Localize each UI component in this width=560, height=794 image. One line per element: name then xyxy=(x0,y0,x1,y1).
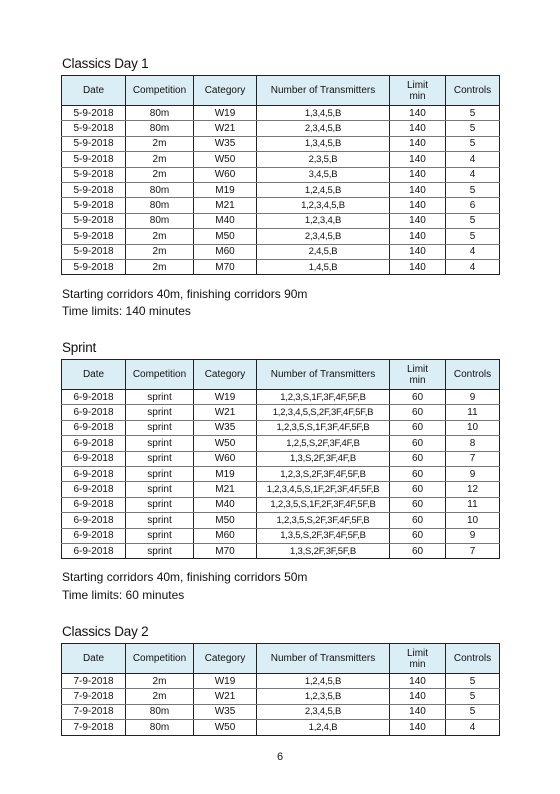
cell-category: M50 xyxy=(194,513,257,528)
cell-date: 5-9-2018 xyxy=(62,121,126,136)
cell-controls: 5 xyxy=(446,674,500,689)
column-header-controls: Controls xyxy=(446,644,500,674)
cell-controls: 7 xyxy=(446,543,500,558)
table-body xyxy=(62,106,500,275)
table-row xyxy=(62,528,500,543)
cell-date: 6-9-2018 xyxy=(62,543,126,558)
table-row xyxy=(62,466,500,481)
column-header-date: Date xyxy=(62,76,126,106)
cell-category: M60 xyxy=(194,244,257,259)
cell-transmitters: 2,4,5,B xyxy=(257,244,390,259)
cell-category: M40 xyxy=(194,497,257,512)
column-header-competition: Competition xyxy=(126,76,194,106)
results-table-classics-day-1 xyxy=(61,75,500,275)
note-corridors-classics-day-1: Starting corridors 40m, finishing corridors 90m xyxy=(62,287,308,301)
cell-competition: 80m xyxy=(126,704,194,719)
cell-competition: sprint xyxy=(126,405,194,420)
table-row xyxy=(62,121,500,136)
cell-competition: 2m xyxy=(126,152,194,167)
cell-date: 6-9-2018 xyxy=(62,390,126,405)
cell-limit: 60 xyxy=(390,497,446,512)
table-row xyxy=(62,436,500,451)
cell-competition: 80m xyxy=(126,121,194,136)
column-header-competition: Competition xyxy=(126,360,194,390)
cell-transmitters: 1,2,3,5,S,2F,3F,4F,5F,B xyxy=(257,513,390,528)
table-row xyxy=(62,674,500,689)
table-row xyxy=(62,259,500,274)
cell-limit: 140 xyxy=(390,121,446,136)
cell-limit: 140 xyxy=(390,720,446,735)
cell-limit: 140 xyxy=(390,152,446,167)
cell-category: W21 xyxy=(194,689,257,704)
cell-date: 6-9-2018 xyxy=(62,513,126,528)
table-row xyxy=(62,106,500,121)
cell-date: 6-9-2018 xyxy=(62,482,126,497)
cell-controls: 9 xyxy=(446,528,500,543)
cell-date: 7-9-2018 xyxy=(62,689,126,704)
cell-competition: 2m xyxy=(126,244,194,259)
cell-transmitters: 1,2,3,4,B xyxy=(257,213,390,228)
column-header-limit xyxy=(390,644,446,674)
cell-transmitters: 1,3,5,S,2F,3F,4F,5F,B xyxy=(257,528,390,543)
cell-transmitters: 1,3,4,5,B xyxy=(257,136,390,151)
cell-date: 7-9-2018 xyxy=(62,704,126,719)
cell-date: 5-9-2018 xyxy=(62,259,126,274)
column-header-category: Category xyxy=(194,360,257,390)
cell-controls: 11 xyxy=(446,497,500,512)
cell-category: W35 xyxy=(194,704,257,719)
cell-category: W60 xyxy=(194,451,257,466)
cell-limit: 140 xyxy=(390,229,446,244)
cell-controls: 5 xyxy=(446,689,500,704)
cell-controls: 8 xyxy=(446,436,500,451)
cell-controls: 5 xyxy=(446,229,500,244)
cell-limit: 140 xyxy=(390,167,446,182)
cell-limit: 140 xyxy=(390,674,446,689)
cell-category: M19 xyxy=(194,182,257,197)
table-row xyxy=(62,405,500,420)
cell-competition: sprint xyxy=(126,390,194,405)
table-body xyxy=(62,674,500,736)
cell-controls: 5 xyxy=(446,136,500,151)
cell-limit: 60 xyxy=(390,390,446,405)
cell-date: 6-9-2018 xyxy=(62,528,126,543)
cell-limit: 140 xyxy=(390,259,446,274)
cell-transmitters: 2,3,4,5,B xyxy=(257,704,390,719)
table-row xyxy=(62,420,500,435)
limit-label: Limit xyxy=(406,647,429,659)
cell-controls: 5 xyxy=(446,213,500,228)
cell-category: M50 xyxy=(194,229,257,244)
cell-category: W50 xyxy=(194,720,257,735)
cell-category: M70 xyxy=(194,259,257,274)
cell-controls: 6 xyxy=(446,198,500,213)
cell-controls: 11 xyxy=(446,405,500,420)
cell-date: 5-9-2018 xyxy=(62,244,126,259)
cell-limit: 60 xyxy=(390,420,446,435)
cell-competition: 80m xyxy=(126,106,194,121)
table-row xyxy=(62,198,500,213)
column-header-date: Date xyxy=(62,360,126,390)
column-header-limit xyxy=(390,360,446,390)
column-header-controls: Controls xyxy=(446,76,500,106)
table-header-row xyxy=(62,644,500,674)
cell-limit: 60 xyxy=(390,451,446,466)
cell-competition: 2m xyxy=(126,229,194,244)
cell-controls: 10 xyxy=(446,513,500,528)
cell-controls: 5 xyxy=(446,704,500,719)
cell-category: W21 xyxy=(194,405,257,420)
cell-controls: 5 xyxy=(446,121,500,136)
table-row xyxy=(62,704,500,719)
cell-date: 6-9-2018 xyxy=(62,497,126,512)
cell-date: 6-9-2018 xyxy=(62,436,126,451)
cell-date: 5-9-2018 xyxy=(62,213,126,228)
cell-transmitters: 1,2,4,5,B xyxy=(257,182,390,197)
cell-date: 6-9-2018 xyxy=(62,466,126,481)
cell-limit: 60 xyxy=(390,543,446,558)
cell-competition: 80m xyxy=(126,213,194,228)
column-header-transmitters: Number of Transmitters xyxy=(257,360,390,390)
cell-limit: 60 xyxy=(390,528,446,543)
cell-transmitters: 1,2,3,5,S,1F,2F,3F,4F,5F,B xyxy=(257,497,390,512)
cell-date: 5-9-2018 xyxy=(62,167,126,182)
table-header-row xyxy=(62,360,500,390)
cell-competition: sprint xyxy=(126,482,194,497)
cell-controls: 5 xyxy=(446,106,500,121)
cell-limit: 140 xyxy=(390,182,446,197)
cell-limit: 140 xyxy=(390,136,446,151)
cell-transmitters: 1,2,4,5,B xyxy=(257,674,390,689)
cell-transmitters: 1,2,3,5,B xyxy=(257,689,390,704)
cell-limit: 140 xyxy=(390,704,446,719)
cell-competition: 2m xyxy=(126,689,194,704)
cell-competition: 2m xyxy=(126,674,194,689)
note-corridors-sprint: Starting corridors 40m, finishing corridors 50m xyxy=(62,570,308,584)
note-time-limits-classics-day-1: Time limits: 140 minutes xyxy=(62,304,191,318)
cell-transmitters: 1,2,3,4,5,B xyxy=(257,198,390,213)
section-title-sprint: Sprint xyxy=(62,340,97,355)
table-row xyxy=(62,229,500,244)
column-header-limit xyxy=(390,76,446,106)
cell-competition: sprint xyxy=(126,528,194,543)
cell-transmitters: 1,2,4,B xyxy=(257,720,390,735)
cell-controls: 12 xyxy=(446,482,500,497)
section-title-classics-day-2: Classics Day 2 xyxy=(62,624,149,639)
column-header-category: Category xyxy=(194,644,257,674)
cell-competition: 2m xyxy=(126,259,194,274)
cell-date: 6-9-2018 xyxy=(62,405,126,420)
column-header-controls: Controls xyxy=(446,360,500,390)
results-table-classics-day-2 xyxy=(61,643,500,736)
cell-transmitters: 1,2,3,4,5,S,2F,3F,4F,5F,B xyxy=(257,405,390,420)
cell-transmitters: 2,3,4,5,B xyxy=(257,121,390,136)
cell-limit: 60 xyxy=(390,405,446,420)
cell-date: 6-9-2018 xyxy=(62,451,126,466)
cell-competition: sprint xyxy=(126,436,194,451)
cell-competition: sprint xyxy=(126,497,194,512)
column-header-transmitters: Number of Transmitters xyxy=(257,644,390,674)
cell-competition: sprint xyxy=(126,543,194,558)
cell-category: M70 xyxy=(194,543,257,558)
note-time-limits-sprint: Time limits: 60 minutes xyxy=(62,588,185,602)
table-row xyxy=(62,497,500,512)
cell-competition: sprint xyxy=(126,451,194,466)
limit-label: Limit xyxy=(406,363,429,375)
cell-controls: 10 xyxy=(446,420,500,435)
table-row xyxy=(62,152,500,167)
cell-category: W50 xyxy=(194,152,257,167)
cell-controls: 4 xyxy=(446,244,500,259)
limit-unit-label: min xyxy=(409,90,426,102)
cell-category: W21 xyxy=(194,121,257,136)
cell-limit: 60 xyxy=(390,436,446,451)
table-header-row xyxy=(62,76,500,106)
cell-limit: 140 xyxy=(390,244,446,259)
cell-date: 5-9-2018 xyxy=(62,136,126,151)
limit-unit-label: min xyxy=(409,658,426,670)
table-row xyxy=(62,720,500,735)
cell-category: M19 xyxy=(194,466,257,481)
cell-category: W19 xyxy=(194,106,257,121)
cell-transmitters: 1,2,5,S,2F,3F,4F,B xyxy=(257,436,390,451)
cell-transmitters: 2,3,5,B xyxy=(257,152,390,167)
table-row xyxy=(62,543,500,558)
cell-transmitters: 1,2,3,S,1F,3F,4F,5F,B xyxy=(257,390,390,405)
cell-controls: 4 xyxy=(446,152,500,167)
cell-limit: 140 xyxy=(390,106,446,121)
cell-date: 7-9-2018 xyxy=(62,674,126,689)
cell-date: 5-9-2018 xyxy=(62,152,126,167)
cell-controls: 4 xyxy=(446,259,500,274)
cell-controls: 4 xyxy=(446,167,500,182)
cell-date: 5-9-2018 xyxy=(62,182,126,197)
cell-category: M40 xyxy=(194,213,257,228)
cell-transmitters: 3,4,5,B xyxy=(257,167,390,182)
cell-competition: sprint xyxy=(126,513,194,528)
cell-category: M21 xyxy=(194,482,257,497)
cell-category: M60 xyxy=(194,528,257,543)
cell-date: 7-9-2018 xyxy=(62,720,126,735)
cell-competition: 80m xyxy=(126,182,194,197)
table-row xyxy=(62,182,500,197)
page-number: 6 xyxy=(276,751,284,763)
cell-competition: sprint xyxy=(126,466,194,481)
table-row xyxy=(62,213,500,228)
cell-transmitters: 1,4,5,B xyxy=(257,259,390,274)
cell-limit: 60 xyxy=(390,482,446,497)
cell-transmitters: 1,2,3,S,2F,3F,4F,5F,B xyxy=(257,466,390,481)
table-row xyxy=(62,689,500,704)
cell-date: 5-9-2018 xyxy=(62,106,126,121)
cell-category: W50 xyxy=(194,436,257,451)
cell-category: W19 xyxy=(194,390,257,405)
cell-controls: 7 xyxy=(446,451,500,466)
section-title-classics-day-1: Classics Day 1 xyxy=(62,56,149,71)
column-header-transmitters: Number of Transmitters xyxy=(257,76,390,106)
cell-limit: 60 xyxy=(390,466,446,481)
table-row xyxy=(62,136,500,151)
cell-transmitters: 1,3,4,5,B xyxy=(257,106,390,121)
cell-transmitters: 1,3,S,2F,3F,5F,B xyxy=(257,543,390,558)
table-body xyxy=(62,390,500,559)
limit-label: Limit xyxy=(406,79,429,91)
cell-category: W35 xyxy=(194,420,257,435)
cell-competition: 2m xyxy=(126,136,194,151)
cell-competition: 80m xyxy=(126,720,194,735)
cell-limit: 140 xyxy=(390,198,446,213)
cell-competition: 2m xyxy=(126,167,194,182)
cell-controls: 5 xyxy=(446,182,500,197)
cell-limit: 140 xyxy=(390,213,446,228)
cell-transmitters: 2,3,4,5,B xyxy=(257,229,390,244)
table-row xyxy=(62,390,500,405)
cell-limit: 60 xyxy=(390,513,446,528)
table-row xyxy=(62,244,500,259)
cell-competition: sprint xyxy=(126,420,194,435)
cell-date: 6-9-2018 xyxy=(62,420,126,435)
table-row xyxy=(62,167,500,182)
cell-category: W35 xyxy=(194,136,257,151)
cell-date: 5-9-2018 xyxy=(62,198,126,213)
cell-controls: 9 xyxy=(446,390,500,405)
column-header-date: Date xyxy=(62,644,126,674)
cell-transmitters: 1,2,3,4,5,S,1F,2F,3F,4F,5F,B xyxy=(257,482,390,497)
cell-category: W60 xyxy=(194,167,257,182)
cell-limit: 140 xyxy=(390,689,446,704)
cell-controls: 4 xyxy=(446,720,500,735)
table-row xyxy=(62,482,500,497)
column-header-category: Category xyxy=(194,76,257,106)
limit-unit-label: min xyxy=(409,374,426,386)
cell-controls: 9 xyxy=(446,466,500,481)
results-table-sprint xyxy=(61,359,500,559)
cell-date: 5-9-2018 xyxy=(62,229,126,244)
table-row xyxy=(62,451,500,466)
cell-transmitters: 1,2,3,5,S,1F,3F,4F,5F,B xyxy=(257,420,390,435)
table-row xyxy=(62,513,500,528)
cell-competition: 80m xyxy=(126,198,194,213)
cell-transmitters: 1,3,S,2F,3F,4F,B xyxy=(257,451,390,466)
cell-category: M21 xyxy=(194,198,257,213)
column-header-competition: Competition xyxy=(126,644,194,674)
cell-category: W19 xyxy=(194,674,257,689)
